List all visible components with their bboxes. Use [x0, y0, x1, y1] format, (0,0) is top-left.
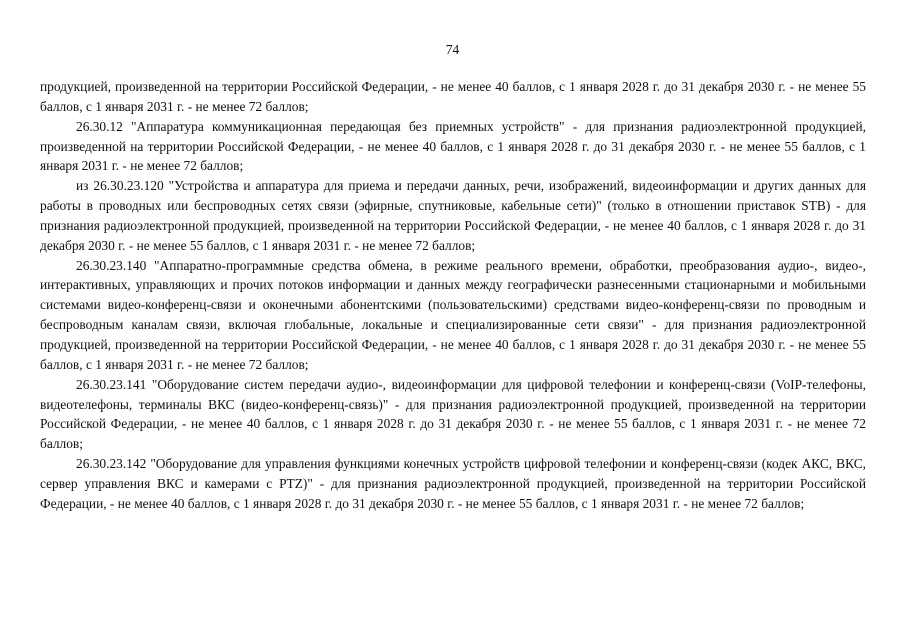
- paragraph-26-30-12: 26.30.12 "Аппаратура коммуникационная передающая без приемных устройств" - для признания радиоэлектронной продукцией, произведенной на территории Российской Федерации, - не менее 40 баллов, с 1 января 2028 г. до 31 декабря 2030 г. - не менее 55 баллов, с 1 января 2031 г. - не менее 72 баллов;: [40, 118, 866, 174]
- paragraph-26-30-23-140: 26.30.23.140 "Аппаратно-программные средства обмена, в режиме реального времени, обработки, преобразования аудио-, видео-, интерактивных, управляющих и прочих потоков информации и данных между географически разнесенными стационарными и мобильными системами видео-конференц-связи и оконечными абонентскими (пользовательскими) средствами видео-конференц-связи по проводным и беспроводным каналам связи, включая глобальные, локальные и специализированные сети связи" - для признания радиоэлектронной продукцией, произведенной на территории Российской Федерации, - не менее 40 баллов, с 1 января 2028 г. до 31 декабря 2030 г. - не менее 55 баллов, с 1 января 2031 г. - не менее 72 баллов;: [40, 257, 866, 372]
- paragraph-26-30-23-120: из 26.30.23.120 "Устройства и аппаратура для приема и передачи данных, речи, изображений, видеоинформации и других данных для работы в проводных или беспроводных сетях связи (эфирные, спутниковые, кабельные сети)" (только в отношении приставок STB) - для признания радиоэлектронной продукцией, произведенной на территории Российской Федерации, - не менее 40 баллов, с 1 января 2028 г. до 31 декабря 2030 г. - не менее 55 баллов, с 1 января 2031 г. - не менее 72 баллов;: [40, 178, 866, 253]
- paragraph-26-30-23-142: 26.30.23.142 "Оборудование для управления функциями конечных устройств цифровой телефонии и конференц-связи (кодек АКС, ВКС, сервер управления ВКС и камерами с PTZ)" - для признания радиоэлектронной продукцией, произведенной на территории Российской Федерации, - не менее 40 баллов, с 1 января 2028 г. до 31 декабря 2030 г. - не менее 55 баллов, с 1 января 2031 г. - не менее 72 баллов;: [40, 456, 866, 511]
- document-body: [40, 77, 866, 514]
- page-number: 74: [445, 42, 460, 57]
- paragraph-26-30-23-141: 26.30.23.141 "Оборудование систем передачи аудио-, видеоинформации для цифровой телефонии и конференц-связи (VoIP-телефоны, видеотелефоны, терминалы ВКС (видео-конференц-связь)" - для признания радиоэлектронной продукцией, произведенной на территории Российской Федерации, - не менее 40 баллов, с 1 января 2028 г. до 31 декабря 2030 г. - не менее 55 баллов, с 1 января 2031 г. - не менее 72 баллов;: [40, 376, 866, 452]
- paragraph-continuation: продукцией, произведенной на территории Российской Федерации, - не менее 40 баллов, с 1 января 2028 г. до 31 декабря 2030 г. - не менее 55 баллов, с 1 января 2031 г. - не менее 72 баллов;: [40, 79, 866, 114]
